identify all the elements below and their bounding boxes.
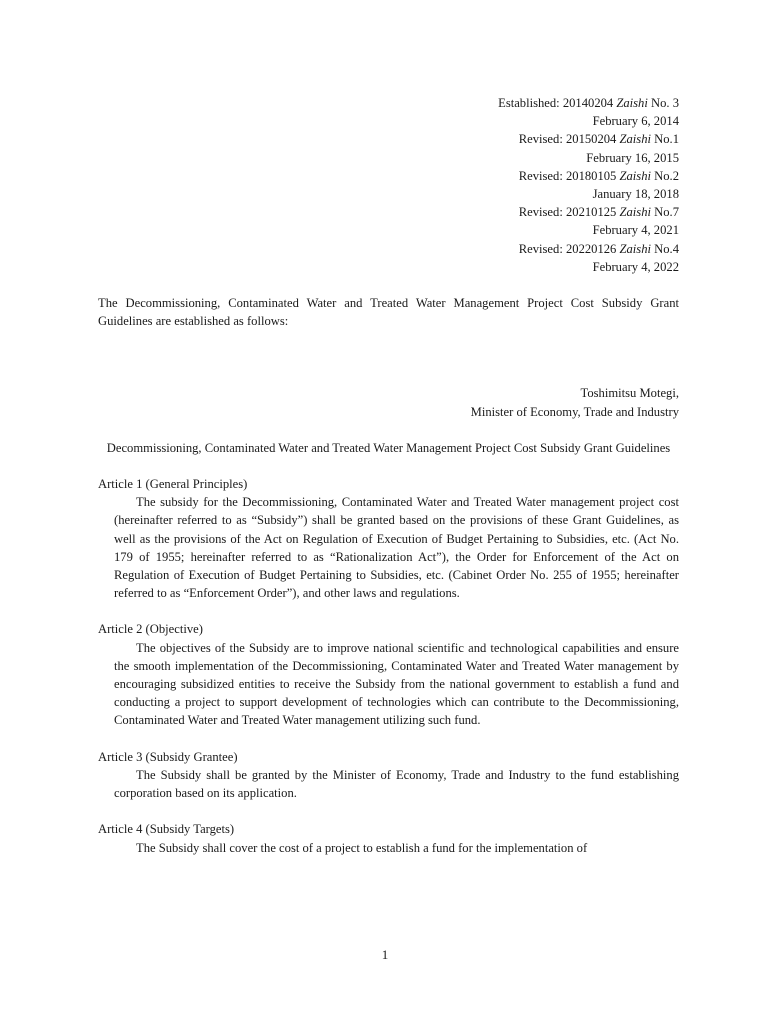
- article-heading: Article 4 (Subsidy Targets): [98, 822, 235, 837]
- page-number: 1: [381, 947, 389, 962]
- history-line: Revised: 20220126 Zaishi No.4: [518, 241, 679, 256]
- article-3: [98, 748, 679, 803]
- history-line: Revised: 20180105 Zaishi No.2: [518, 168, 679, 183]
- history-line: February 16, 2015: [586, 150, 679, 165]
- document-page: [98, 94, 679, 857]
- establishment-history: [98, 94, 679, 276]
- history-line: January 18, 2018: [592, 187, 679, 202]
- article-body: The objectives of the Subsidy are to improve national scientific and technological capabilities and ensure the smooth implementation of the Decommissioning, Contaminated Water and Treated Water management by encouraging subsidized entities to receive the Subsidy from the national government to establish a fund and conducting a project to support development of technologies which can contribute to the Decommissioning, Contaminated Water and Treated Water management utilizing such fund.: [114, 640, 679, 728]
- history-line: Revised: 20150204 Zaishi No.1: [518, 132, 679, 147]
- history-line: February 4, 2022: [592, 259, 679, 274]
- article-4: [98, 820, 679, 856]
- article-1: [98, 475, 679, 602]
- history-line: February 4, 2021: [592, 223, 679, 238]
- signatory-title: Minister of Economy, Trade and Industry: [470, 404, 679, 419]
- article-heading: Article 3 (Subsidy Grantee): [98, 749, 238, 764]
- article-heading: Article 2 (Objective): [98, 622, 203, 637]
- history-line: February 6, 2014: [592, 114, 679, 129]
- signatory-name: Toshimitsu Motegi,: [580, 386, 679, 401]
- article-body: The subsidy for the Decommissioning, Contaminated Water and Treated Water management project cost (hereinafter referred to as “Subsidy”) shall be granted based on the provisions of these Grant Guidelines, as well as the provisions of the Act on Regulation of Execution of Budget Pertaining to Subsidies, etc. (Act No. 179 of 1955; hereinafter referred to as “Rationalization Act”), the Order for Enforcement of the Act on Regulation of Execution of Budget Pertaining to Subsidies, etc. (Cabinet Order No. 255 of 1955; hereinafter referred to as “Enforcement Order”), and other laws and regulations.: [114, 495, 679, 601]
- intro-paragraph: The Decommissioning, Contaminated Water and Treated Water Management Project Cost Subsidy Grant Guidelines are established as follows:: [98, 296, 679, 329]
- signature-block: [98, 384, 679, 420]
- article-heading: Article 1 (General Principles): [98, 477, 248, 492]
- history-line: Established: 20140204 Zaishi No. 3: [498, 96, 679, 110]
- article-body: The Subsidy shall be granted by the Minister of Economy, Trade and Industry to the fund establishing corporation based on its application.: [114, 767, 679, 801]
- article-2: [98, 620, 679, 729]
- history-line: Revised: 20210125 Zaishi No.7: [518, 205, 679, 220]
- article-body: The Subsidy shall cover the cost of a project to establish a fund for the implementation of: [136, 840, 588, 855]
- document-title: Decommissioning, Contaminated Water and Treated Water Management Project Cost Subsidy Grant Guidelines: [106, 440, 671, 455]
